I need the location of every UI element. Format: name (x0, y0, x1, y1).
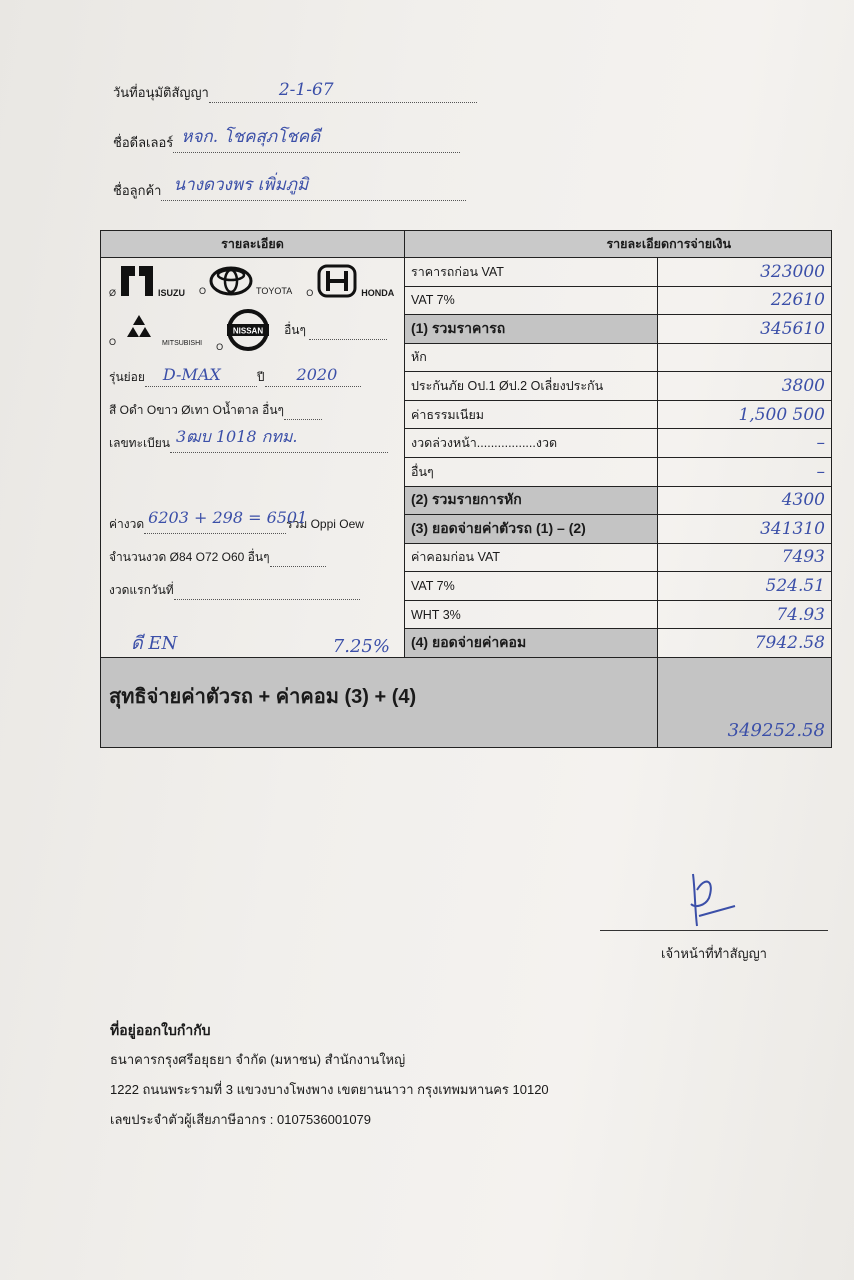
row-value-total-deduct: 4300 (781, 490, 825, 511)
row-value-other: – (816, 461, 825, 482)
row-label-commission-vat: VAT 7% (404, 572, 657, 601)
brand-label-nissan: NISSAN (232, 326, 264, 336)
unchecked-circle-icon: O (109, 337, 117, 347)
left-title: รายละเอียด (101, 231, 405, 258)
nissan-logo-icon (226, 308, 270, 352)
brand-mitsubishi (109, 313, 202, 347)
row-value-vehicle-price: 323000 (760, 261, 825, 282)
toyota-logo-icon (209, 266, 253, 296)
right-title: รายละเอียดการจ่ายเงิน (404, 231, 831, 258)
installment-suffix: รวม Oppi Oew (286, 517, 364, 531)
dealer-label: ชื่อดีลเลอร์ (113, 135, 174, 150)
brand-logos-row-1 (101, 258, 404, 298)
signature-mark-icon (675, 870, 765, 930)
signature-line (600, 930, 828, 964)
brand-label-mitsubishi: MITSUBISHI (162, 340, 203, 347)
billing-address-block (110, 1015, 549, 1135)
interest-rate-value: 7.25% (332, 636, 390, 657)
plate-value: 3ฒบ 1018 กทม. (175, 427, 298, 446)
row-value-commission: 7493 (781, 547, 825, 568)
billing-address-title: ที่อยู่ออกใบกำกับ (110, 1022, 211, 1038)
color-label: สี Oดำ Oขาว Øเทา Oน้ำตาล อื่นๆ (109, 403, 284, 417)
plate-field (101, 427, 404, 453)
billing-address-line-2: 1222 ถนนพระรามที่ 3 แขวงบางโพงพาง เขตยานนาวา กรุงเทพมหานคร 10120 (110, 1082, 549, 1097)
installment-label: ค่างวด (109, 517, 145, 531)
mitsubishi-logo-icon (119, 313, 159, 347)
plate-label: เลขทะเบียน (109, 436, 170, 450)
color-field (101, 401, 404, 420)
row-label-total-price: (1) รวมราคารถ (404, 315, 657, 344)
row-value-advance-installment: – (816, 433, 825, 454)
unchecked-circle-icon: O (199, 286, 207, 296)
net-total-value: 349252.58 (727, 720, 825, 741)
row-label-advance-installment: งวดล่วงหน้า.................งวด (404, 429, 657, 458)
installment-value: 6203 + 298 = 6501 (148, 508, 308, 527)
row-label-vat: VAT 7% (404, 286, 657, 315)
approval-date-value: 2-1-67 (278, 80, 334, 100)
model-label: รุ่นย่อย (109, 370, 145, 384)
brand-logos-row-2 (101, 298, 404, 352)
other-brand-label: อื่นๆ (284, 322, 306, 337)
brand-label-honda: HONDA (361, 288, 395, 298)
approval-date-field (113, 82, 477, 103)
brand-other (284, 321, 387, 340)
model-value: D-MAX (162, 365, 221, 384)
isuzu-logo-icon (119, 264, 155, 298)
row-label-wht: WHT 3% (404, 600, 657, 629)
row-label-total-deduct: (2) รวมรายการหัก (404, 486, 657, 515)
row-label-vehicle-payment: (3) ยอดจ่ายค่าตัวรถ (1) – (2) (404, 515, 657, 544)
row-label-vehicle-price: ราคารถก่อน VAT (404, 258, 657, 287)
brand-label-toyota: TOYOTA (256, 286, 293, 296)
net-total-label: สุทธิจ่ายค่าตัวรถ + ค่าคอม (3) + (4) (101, 658, 658, 748)
brand-nissan (216, 308, 270, 352)
payment-details-table (100, 230, 832, 748)
first-due-field (101, 581, 404, 600)
billing-address-tax-id: เลขประจำตัวผู้เสียภาษีอากร : 0107536001079 (110, 1112, 372, 1127)
unchecked-circle-icon: O (306, 288, 314, 298)
row-value-vat: 22610 (770, 290, 825, 311)
model-year-field (101, 365, 404, 387)
row-label-insurance: ประกันภัย Oป.1 Øป.2 Oเลี่ยงประกัน (404, 372, 657, 401)
first-due-label: งวดแรกวันที่ (109, 583, 174, 597)
checked-mark-icon: Ø (109, 288, 117, 298)
year-label: ปี (256, 370, 265, 384)
terms-label: จำนวนงวด Ø84 O72 O60 อื่นๆ (109, 550, 270, 564)
row-label-commission: ค่าคอมก่อน VAT (404, 543, 657, 572)
rate-note-row (101, 628, 404, 657)
row-label-fee: ค่าธรรมเนียม (404, 400, 657, 429)
row-value-total-price: 345610 (760, 318, 825, 339)
signature-label: เจ้าหน้าที่ทำสัญญา (661, 946, 767, 961)
installment-field (101, 508, 404, 534)
row-label-deduct: หัก (404, 343, 657, 372)
brand-isuzu (109, 264, 185, 298)
row-value-commission-vat: 524.51 (765, 575, 825, 596)
row-value-insurance: 3800 (781, 376, 825, 397)
row-value-wht: 74.93 (776, 604, 825, 625)
terms-field (101, 548, 404, 567)
honda-logo-icon (316, 264, 358, 298)
dealer-value: หจก. โชคสุภโชคดี (181, 127, 321, 147)
customer-value: นางดวงพร เพิ่มภูมิ (173, 175, 309, 195)
row-label-other: อื่นๆ (404, 457, 657, 486)
year-value: 2020 (296, 365, 338, 384)
brand-honda (306, 264, 394, 298)
row-value-fee: 1,500 500 (738, 404, 825, 425)
row-value-vehicle-payment: 341310 (760, 518, 825, 539)
dealer-field (113, 127, 460, 153)
billing-address-line-1: ธนาคารกรุงศรีอยุธยา จำกัด (มหาชน) สำนักงานใหญ่ (110, 1052, 406, 1067)
brand-label-isuzu: ISUZU (158, 288, 186, 298)
row-value-commission-payment: 7942.58 (754, 633, 825, 654)
vehicle-detail-panel (101, 258, 405, 658)
brand-toyota (199, 266, 292, 296)
approval-date-label: วันที่อนุมัติสัญญา (113, 85, 209, 100)
unchecked-circle-icon: O (216, 342, 224, 352)
customer-field (113, 175, 466, 201)
customer-label: ชื่อลูกค้า (113, 183, 162, 198)
rate-note: ดี EN (131, 633, 178, 654)
row-label-commission-payment: (4) ยอดจ่ายค่าคอม (404, 629, 657, 658)
